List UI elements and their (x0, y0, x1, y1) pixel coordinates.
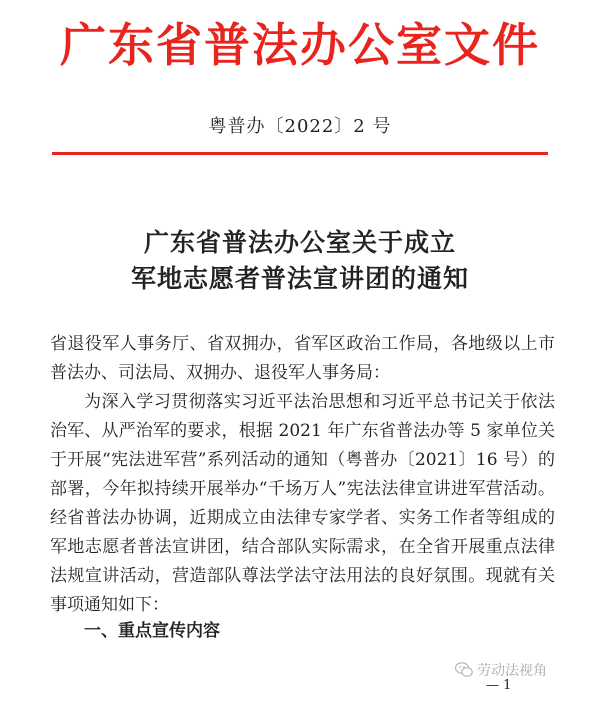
addressee: 省退役军人事务厅、省双拥办，省军区政治工作局，各地级以上市普法办、司法局、双拥办、退役军人事务局： (50, 334, 555, 383)
page-number: — 1 (486, 678, 512, 693)
watermark (455, 660, 547, 680)
document-header: 广东省普法办公室文件 (60, 18, 540, 72)
wechat-icon (455, 662, 473, 678)
document-number: 粤普办〔2022〕2 号 (208, 116, 392, 137)
document-title-line1: 广东省普法办公室关于成立 (143, 228, 456, 257)
paragraph-intro: 为深入学习贯彻落实习近平法治思想和习近平总书记关于依法治军、从严治军的要求，根据 2021 年广东省普法办等 5 家单位关于开展“宪法进军营”系列活动的通知（粤普办〔2021〕16 号）的部署，今年拟持续开展举办“千场万人”宪法法律宣讲进军营活动。经省普法办协调，近期成立由法律专家学者、实务工作者等组成的军地志愿者普法宣讲团，结合部队实际需求，在全省开展重点法律法规宣讲活动，营造部队尊法学法守法用法的良好氛围。现就有关事项通知如下： (50, 392, 555, 615)
watermark-text: 劳动法视角 (477, 663, 547, 679)
section-heading: 一、重点宣传内容 (84, 621, 220, 641)
document-title-line2: 军地志愿者普法宣讲团的通知 (130, 264, 469, 293)
header-divider (52, 152, 548, 155)
